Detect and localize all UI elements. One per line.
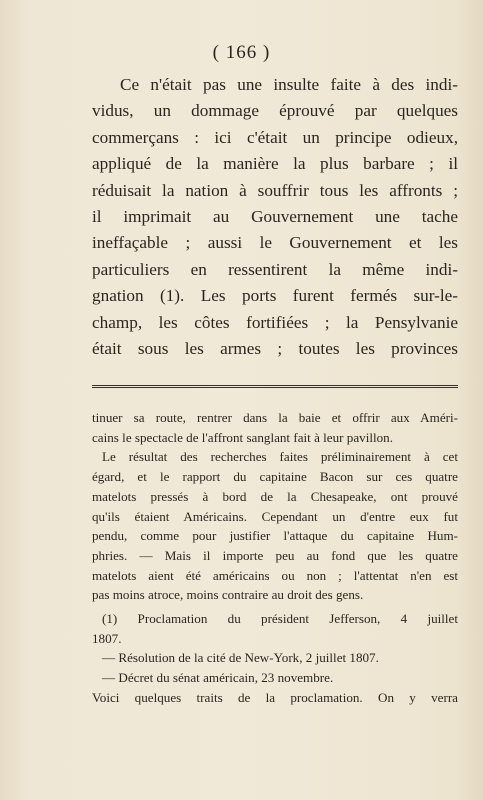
footnote-line: — Résolution de la cité de New-York, 2 juillet 1807. [102, 650, 379, 666]
main-text-line: ineffaçable ; aussi le Gouvernement et les [92, 233, 458, 253]
main-text-line: commerçans : ici c'était un principe odieux, [92, 127, 458, 147]
main-text-line: gnation (1). Les ports furent fermés sur-le- [92, 286, 458, 306]
main-text-line: Ce n'était pas une insulte faite à des indi- [120, 75, 458, 94]
main-text-line: champ, les côtes fortifiées ; la Pensylvanie [92, 312, 458, 332]
footnote-line: Le résultat des recherches faites préliminairement à cet [102, 449, 458, 465]
main-text [92, 72, 458, 362]
footnote-line: égard, et le rapport du capitaine Bacon sur ces quatre [92, 469, 458, 485]
main-text-line: il imprimait au Gouvernement une tache [92, 207, 458, 227]
footnote-line: (1) Proclamation du président Jefferson, 4 juillet [102, 611, 458, 627]
main-text-line: était sous les armes ; toutes les provinces [92, 339, 458, 359]
page-number: ( 166 ) [212, 42, 271, 63]
main-text-line: vidus, un dommage éprouvé par quelques [92, 101, 458, 121]
footnote-line: matelots pressés à bord de la Chesapeake, ont prouvé [92, 488, 458, 504]
footnote-line: — Décret du sénat américain, 23 novembre. [102, 670, 334, 686]
main-text-line: appliqué de la manière la plus barbare ; il [92, 154, 458, 174]
footnotes [92, 408, 458, 708]
main-text-line: réduisait la nation à souffrir tous les affronts ; [92, 180, 458, 200]
footnote-line: pendu, comme pour justifier l'attaque du capitaine Hum- [92, 528, 458, 544]
footnote-line: phries. — Mais il importe peu au fond que les quatre [92, 547, 458, 563]
footnote-line: pas moins atroce, moins contraire au droit des gens. [92, 587, 364, 603]
footnote-line: 1807. [92, 630, 122, 646]
footnote-line: tinuer sa route, rentrer dans la baie et offrir aux Améri- [92, 410, 458, 425]
footnote-line: qu'ils étaient Américains. Cependant un d'entre eux fut [92, 508, 458, 524]
footnote-rule [92, 385, 458, 388]
footnote-line: Voici quelques traits de la proclamation. On y verra [92, 689, 458, 705]
footnote-line: matelots aient été américains ou non ; l'attentat n'en est [92, 567, 458, 583]
main-text-line: particuliers en ressentirent la même indi- [92, 259, 458, 279]
footnote-line: cains le spectacle de l'affront sanglant fait à leur pavillon. [92, 429, 393, 445]
